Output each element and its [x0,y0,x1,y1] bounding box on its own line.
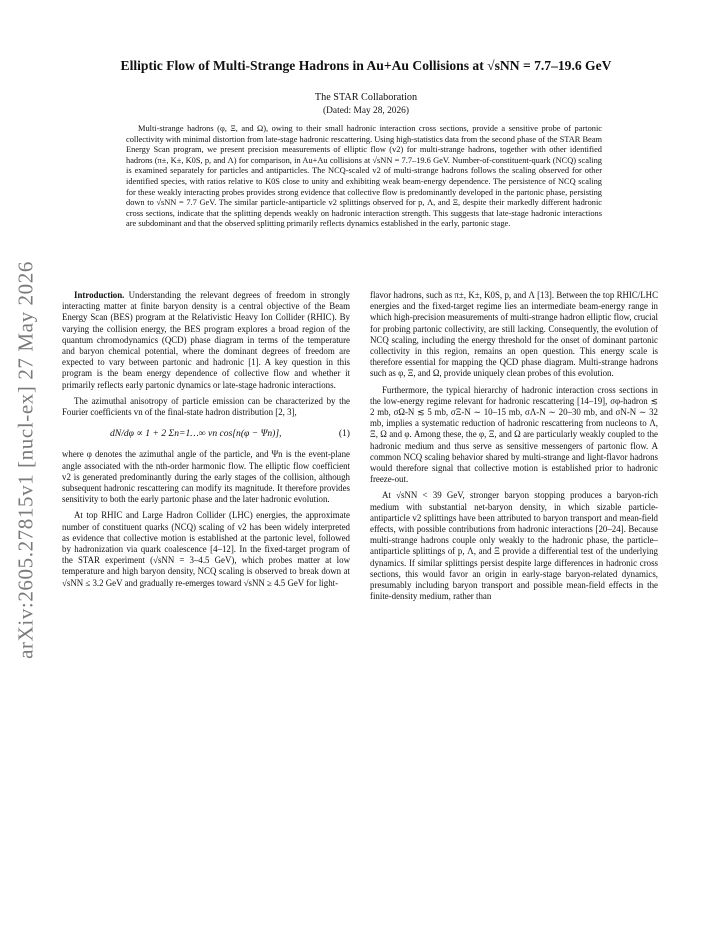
equation-1-number: (1) [338,428,350,440]
intro-paragraph-3: where φ denotes the azimuthal angle of the particle, and Ψn is the event-plane angle associated with the nth-order harmonic flow. The elliptic flow coefficient v2 is generated predominantly during the early stages of the collision, although subsequent hadronic rescattering can modify its magnitude. It therefore provides sensitivity to both the early partonic phase and the later hadronic evolution. [62,449,350,505]
paper-authors: The STAR Collaboration [314,92,418,103]
left-column [62,290,350,594]
paper-title: Elliptic Flow of Multi-Strange Hadrons in Au+Au Collisions at √sNN = 7.7–19.6 GeV [120,58,612,73]
equation-1-expression: dN/dφ ∝ 1 + 2 Σn=1…∞ vn cos[n(φ − Ψn)], [110,428,282,440]
abstract: Multi-strange hadrons (φ, Ξ, and Ω), owing to their small hadronic interaction cross sections, provide a sensitive probe of partonic collectivity with minimal distortion from late-stage hadronic rescattering. Using high-statistics data from the second phase of the STAR Beam Energy Scan program, we present precision measurements of elliptic flow (v2) for multi-strange hadrons, together with other identified hadrons (π±, K±, K0S, p, and Λ) for comparison, in Au+Au collisions at √sNN = 7.7–19.6 GeV. Number-of-constituent-quark (NCQ) scaling is examined separately for particles and antiparticles. The NCQ-scaled v2 of multi-strange hadrons follows the scaling observed for other identified species, with ratios relative to K0S close to unity and exhibiting weak beam-energy dependence. The persistence of NCQ scaling for these weakly interacting probes provides strong evidence that collective flow is predominantly developed in the partonic phase, persisting down to √sNN = 7.7 GeV. The similar particle-antiparticle v2 splittings observed for p, Λ, and Ξ, despite their markedly different hadronic cross sections, indicate that the splitting depends weakly on hadronic interaction strength. This suggests that late-stage hadronic interactions are subdominant and that the observed splitting primarily reflects dynamics established in the early, partonic stage. [126,124,602,229]
equation-1 [62,428,350,439]
intro-heading: Introduction. [74,290,125,300]
right-column [370,290,658,607]
intro-paragraph-4: At top RHIC and Large Hadron Collider (LHC) energies, the approximate number of constituent quarks (NCQ) scaling of v2 has been widely interpreted as evidence that collective motion is established at the partonic level, followed by hadronization via quark coalescence [4–12]. In the fixed-target program of the STAR experiment (√sNN = 3–4.5 GeV), which probes matter at low temperature and high baryon density, NCQ scaling is observed to break down at √sNN ≤ 3.2 GeV and gradually re-emerges toward √sNN ≥ 4.5 GeV for light- [62,510,350,588]
intro-paragraph-1-text: Understanding the relevant degrees of freedom in strongly interacting matter at finite baryon density is a central objective of the Beam Energy Scan (BES) program at the Relativistic Heavy Ion Collider (RHIC). By varying the collision energy, the BES program explores a broad region of the quantum chromodynamics (QCD) phase diagram in terms of the temperature and baryon chemical potential, where the dominant degrees of freedom are expected to vary between partonic and hadronic [1]. A key question in this program is the beam energy dependence of collective flow and whether it primarily reflects early partonic dynamics or late-stage hadronic interactions. [62,290,350,390]
paper-date: (Dated: May 28, 2026) [323,106,409,116]
arxiv-sidebar-stamp [6,250,46,670]
right-paragraph-1: flavor hadrons, such as π±, K±, K0S, p, and Λ [13]. Between the top RHIC/LHC energies and the fixed-target regime lies an intermediate beam-energy range in which high-precision measurements of multi-strange hadron elliptic flow, crucial for probing partonic collectivity, are still lacking. Consequently, the evolution of NCQ scaling, including the energy threshold for the onset of dominant partonic collectivity in this region, remains an open question. This energy scale is therefore essential for mapping the QCD phase diagram. Multi-strange hadrons such as φ, Ξ, and Ω, provide uniquely clean probes of this evolution. [370,290,658,379]
intro-paragraph-2: The azimuthal anisotropy of particle emission can be characterized by the Fourier coefficients vn of the final-state hadron distribution [2, 3], [62,395,350,418]
intro-paragraph-1 [62,290,350,391]
right-paragraph-3: At √sNN < 39 GeV, stronger baryon stopping produces a baryon-rich medium with substantial net-baryon density, in which sizable particle-antiparticle v2 splittings have been attributed to baryon transport and mean-field effects, with possible contributions from hadronic interactions [20–24]. Because multi-strange hadrons couple only weakly to the hadronic phase, the particle–antiparticle splittings of p, Λ, and Ξ provide a differential test of the underlying dynamics. If similar splittings persist despite large differences in hadronic cross sections, this would favor an origin in early-stage baryon-related dynamics, presumably including baryon transport and possible mean-field effects in the finite-density medium, rather than [370,490,658,602]
arxiv-identifier: arXiv:2605.27815v1 [nucl-ex] 27 May 2026 [13,261,38,659]
right-paragraph-2: Furthermore, the typical hierarchy of hadronic interaction cross sections in the low-energy regime relevant for hadronic rescattering [14–19], σφ-hadron ≲ 2 mb, σΩ-N ≲ 5 mb, σΞ-N ∼ 10–15 mb, σΛ-N ∼ 20–30 mb, and σN-N ∼ 32 mb, implies a systematic reduction of hadronic rescattering from nucleons to Λ, Ξ, Ω and φ. Among these, the φ, Ξ, and Ω are particularly weakly coupled to the hadronic medium and thus serve as sensitive messengers of partonic flow. A common NCQ scaling behavior shared by multi-strange and light-flavor hadrons would therefore signal that collective motion is established prior to hadronic freeze-out. [370,384,658,485]
